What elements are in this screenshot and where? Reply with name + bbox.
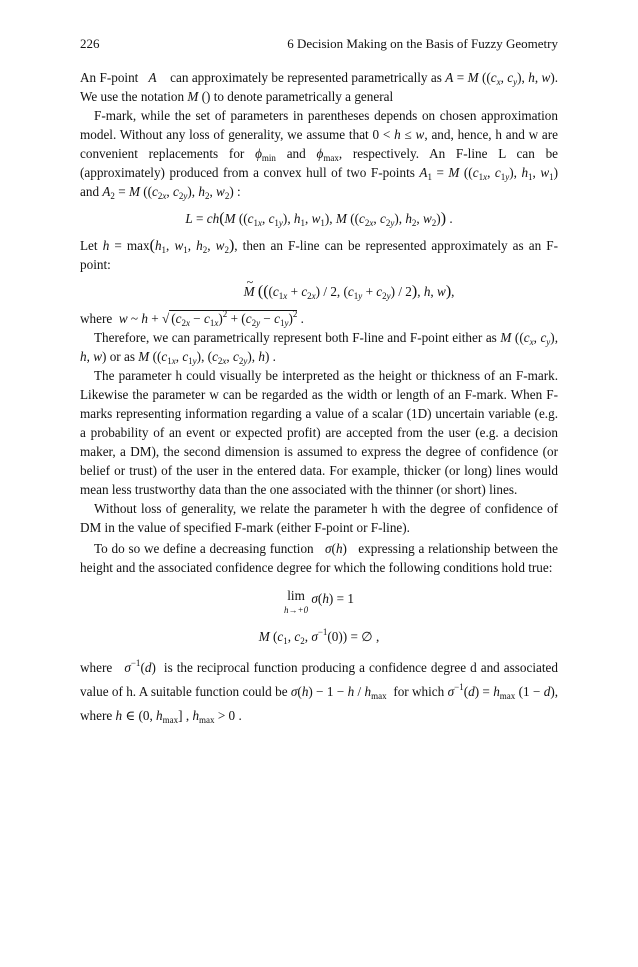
paragraph-without-loss: Without loss of generality, we relate the parameter h with the degree of confidence of DM in the value of specified F-mark (either F-point or F-line). [80, 501, 558, 535]
page-body [80, 68, 558, 728]
equation-fline: L = ch(M (($c_{1x}$, $c_{1y}$), $h_1$, $w_1$), M (($c_{2x}$, $c_{2y}$), $h_2$, $w_2$)) . [185, 210, 453, 228]
paragraph-fpoint: An F-point A can approximately be represented parametrically as A = M (($c_x$, $c_y$), h, w). We use the notation M () to denote parametrically a general [80, 70, 559, 104]
paragraph-let-h: Let $h = \max(h_1$, $w_1$, $h_2$, $w_2$), then an F-line can be represented approximately as an F-point: [80, 237, 559, 272]
equation-limit: lim h→+0 σ(h) = 1 [284, 588, 354, 615]
paragraph-reciprocal: where $\sigma^{-1}(d)$ is the reciprocal function producing a confidence degree d and associated value of h. A suitable function could be $\sigma(h) - 1 - h / h_{max}$ for which $\sigma^{-1}(d) = h_{max}$ (1 − d), where h ∈ (0, $h_{max}$] , $h_{max} > 0$ . [80, 658, 559, 725]
equation-empty-set: M ($c_1$, $c_2$, $\sigma^{-1}(0)$) = ∅ , [258, 627, 380, 646]
page-header [80, 36, 558, 56]
equation-fline-as-fpoint: ~ M (($(c_{1x} + c_{2x}) / 2$, $(c_{1y} + c_{2y}) / 2$), h, w), [80, 282, 558, 301]
paragraph-where-w: where w ~ h + √ $(c_{2x} - c_{1x})^2 + (c_{2y} - c_{1y})^2$ . [80, 309, 304, 328]
running-title: 6 Decision Making on the Basis of Fuzzy Geometry [287, 36, 558, 51]
paragraph-parameter-h: The parameter h could visually be interpreted as the height or thickness of an F-mark. Likewise the parameter w can be regarded as the width or length of an F-mark. When F-marks representing information regarding a value of a scalar (1D) uncertain variable (e.g. a probability of an event or expected profit) are accepted from the user (e.g. a decision maker, a DM), the second dimension is assumed to express the degree of confidence (or belief or trust) of the user in the entered data. For example, thicker (or long) lines would mean less trustworthy data than the one associated with the thinner (or short) lines. [80, 368, 558, 497]
paragraph-fmark: F-mark, while the set of parameters in parentheses depends on chosen approximation model. Without any loss of generality, we assume that 0 < h ≤ w, and, hence, h and w are convenient replacements for $\phi_{min}$ and $\phi_{max}$, respectively. An F-line L can be (approximately) produced from a convex hull of two F-points $A_1 = M$ (($c_{1x}$, $c_{1y}$), $h_1$, $w_1$) and $A_2 = M$ (($c_{2x}$, $c_{2y}$), $h_2$, $w_2$) : [80, 108, 559, 201]
paragraph-decreasing-function: To do so we define a decreasing function σ(h) expressing a relationship between the height and the associated confidence degree for which the following conditions hold true: [80, 541, 558, 575]
page-number: 226 [80, 36, 100, 51]
paragraph-therefore: Therefore, we can parametrically represent both F-line and F-point either as M (($c_x$, $c_y$), h, w) or as M (($c_{1x}$, $c_{1y}$), ($c_{2x}$, $c_{2y}$), h) . [80, 330, 558, 366]
